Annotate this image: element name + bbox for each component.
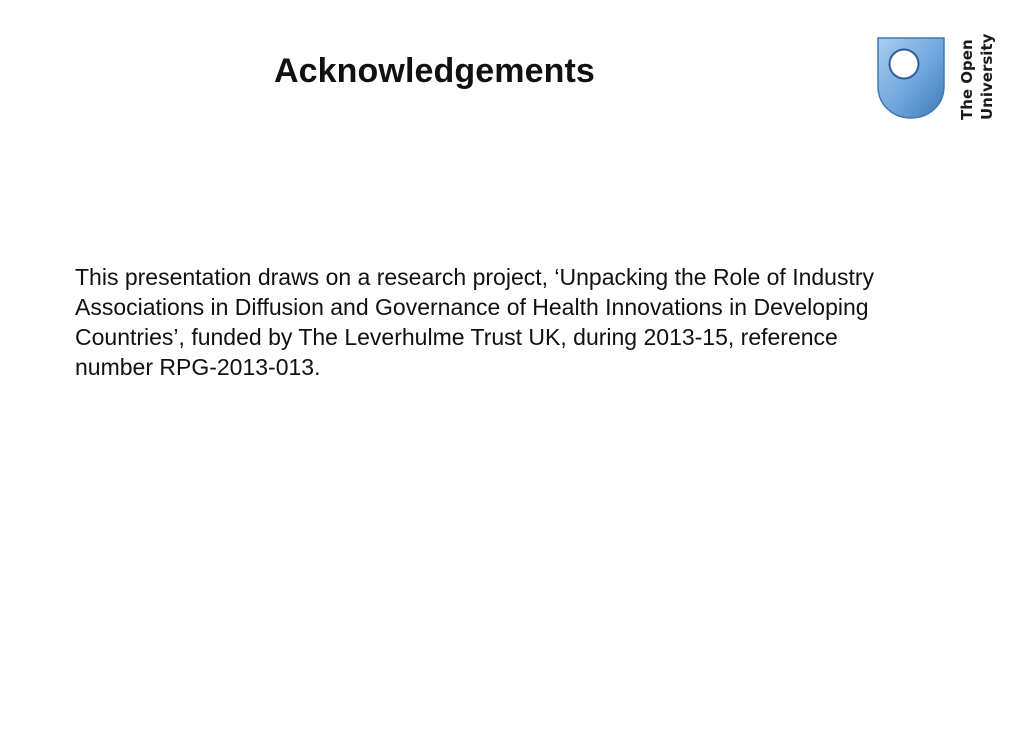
paragraph-line: Countries’, funded by The Leverhulme Trust UK, during 2013-15, reference (75, 324, 838, 350)
paragraph-line: number RPG-2013-013. (75, 354, 321, 380)
paragraph-line: This presentation draws on a research project, ‘Unpacking the Role of Industry (75, 264, 875, 290)
open-university-logo (876, 34, 1000, 124)
slide-title: Acknowledgements (274, 52, 595, 90)
paragraph-line: Associations in Diffusion and Governance of Health Innovations in Developing (75, 294, 869, 320)
acknowledgement-paragraph (75, 262, 975, 382)
shield-icon (878, 38, 944, 118)
logo-wordmark-line-2: University (978, 34, 996, 120)
logo-wordmark-line-1: The Open (958, 39, 976, 120)
